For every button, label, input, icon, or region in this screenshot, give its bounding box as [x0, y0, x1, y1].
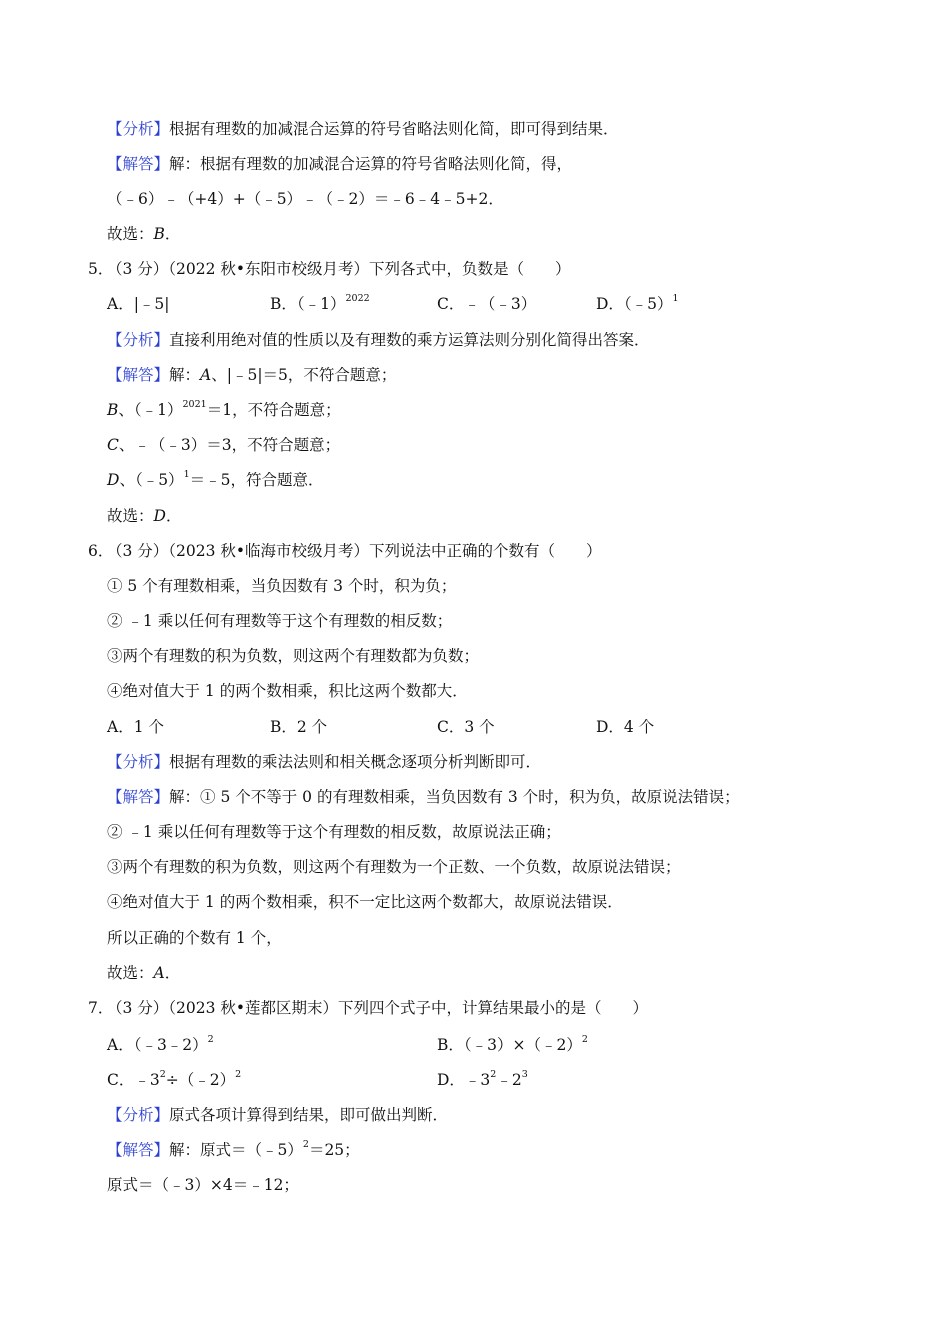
option-a: A．（﹣3﹣2）$^2$	[107, 1033, 214, 1054]
answer-tag: 【解答】	[107, 366, 170, 384]
q6-statement-2: ② ﹣1 乘以任何有理数等于这个有理数的相反数；	[107, 612, 453, 630]
q4-answer	[107, 154, 572, 174]
answer-tag: 【解答】	[107, 788, 170, 806]
option-c: C．3 个	[437, 718, 495, 736]
conclusion-end: ．	[164, 225, 181, 243]
q6-statement-1: ① 5 个有理数相乘，当负因数有 3 个时，积为负；	[107, 577, 457, 595]
q6-answer-1: 【解答】解：① 5 个不等于 0 的有理数相乘，当负因数有 3 个时，积为负，故原说法错误；	[107, 788, 740, 806]
q5-answer-c: C、﹣（﹣3）＝3，不符合题意；	[107, 436, 341, 454]
q6-answer-5: 所以正确的个数有 1 个，	[107, 929, 282, 947]
option-c: C．﹣（﹣3）	[437, 295, 537, 313]
q6-answer-3: ③两个有理数的积为负数，则这两个有理数为一个正数、一个负数，故原说法错误；	[107, 858, 681, 876]
option-a: A．|﹣5|	[107, 295, 170, 313]
option-a: A．1 个	[107, 718, 164, 736]
q4-conclusion	[107, 224, 180, 244]
option-b: B．（﹣1）$^{2022}$	[270, 292, 370, 313]
q5-conclusion: 故选：D．	[107, 507, 182, 525]
analysis-text: 根据有理数的加减混合运算的符号省略法则化简，即可得到结果．	[169, 120, 619, 138]
question-number: 7．	[88, 999, 114, 1017]
analysis-text: 直接利用绝对值的性质以及有理数的乘方运算法则分别化简得出答案．	[169, 331, 650, 349]
analysis-tag: 【分析】	[107, 1106, 170, 1124]
q5-analysis	[107, 330, 650, 350]
q6-conclusion: 故选：A．	[107, 964, 181, 982]
analysis-tag: 【分析】	[107, 331, 170, 349]
q5-answer-a: 【解答】解：A、|﹣5|＝5，不符合题意；	[107, 366, 397, 384]
q6-statement-3: ③两个有理数的积为负数，则这两个有理数都为负数；	[107, 647, 480, 665]
question-number: 6．	[88, 542, 114, 560]
q4-analysis	[107, 119, 619, 139]
option-d: D．$﹣3^2﹣2^3$	[437, 1068, 528, 1089]
q6-analysis	[107, 752, 541, 772]
question-stem: （3 分）（2022 秋•东阳市校级月考）下列各式中，负数是（ ）	[107, 260, 571, 278]
analysis-tag: 【分析】	[107, 753, 170, 771]
analysis-text: 根据有理数的乘法法则和相关概念逐项分析判断即可．	[169, 753, 542, 771]
q7-analysis	[107, 1105, 448, 1125]
option-d: D．（﹣5）$^1$	[596, 292, 679, 313]
analysis-tag: 【分析】	[107, 120, 170, 138]
option-b: B．2 个	[270, 718, 328, 736]
q4-calc: （﹣6）﹣（+4）+（﹣5）﹣（﹣2）＝﹣6﹣4﹣5+2．	[107, 190, 504, 208]
q5-answer-b: B、（﹣1）$^{2021}$＝1，不符合题意；	[107, 398, 341, 419]
q7-answer-2: 原式＝（﹣3）×4＝﹣12；	[107, 1176, 299, 1194]
answer-tag: 【解答】	[107, 1141, 170, 1159]
option-c: C．$﹣3^2\div(﹣2)^2$	[107, 1068, 242, 1089]
q7-answer-1: 【解答】解：原式＝（﹣5）$^2$＝25；	[107, 1138, 360, 1159]
conclusion-prefix: 故选：	[107, 225, 154, 243]
question-stem: （3 分）（2023 秋•临海市校级月考）下列说法中正确的个数有（ ）	[107, 542, 602, 560]
q5-answer-d: D、（﹣5）$^1$＝﹣5，符合题意．	[107, 468, 324, 489]
answer-text: 解：根据有理数的加减混合运算的符号省略法则化简，得，	[169, 155, 573, 173]
q6-statement-4: ④绝对值大于 1 的两个数相乘，积比这两个数都大．	[107, 682, 468, 700]
option-b: B．（﹣3）×（﹣2）$^2$	[437, 1033, 588, 1054]
q6-answer-2: ② ﹣1 乘以任何有理数等于这个有理数的相反数，故原说法正确；	[107, 823, 561, 841]
question-number: 5．	[88, 260, 114, 278]
analysis-text: 原式各项计算得到结果，即可做出判断．	[169, 1106, 449, 1124]
question-stem: （3 分）（2023 秋•莲都区期末）下列四个式子中，计算结果最小的是（ ）	[107, 999, 649, 1017]
option-d: D．4 个	[596, 718, 655, 736]
q6-answer-4: ④绝对值大于 1 的两个数相乘，积不一定比这两个数都大，故原说法错误．	[107, 893, 623, 911]
answer-tag: 【解答】	[107, 155, 170, 173]
conclusion-letter: B	[153, 225, 165, 243]
